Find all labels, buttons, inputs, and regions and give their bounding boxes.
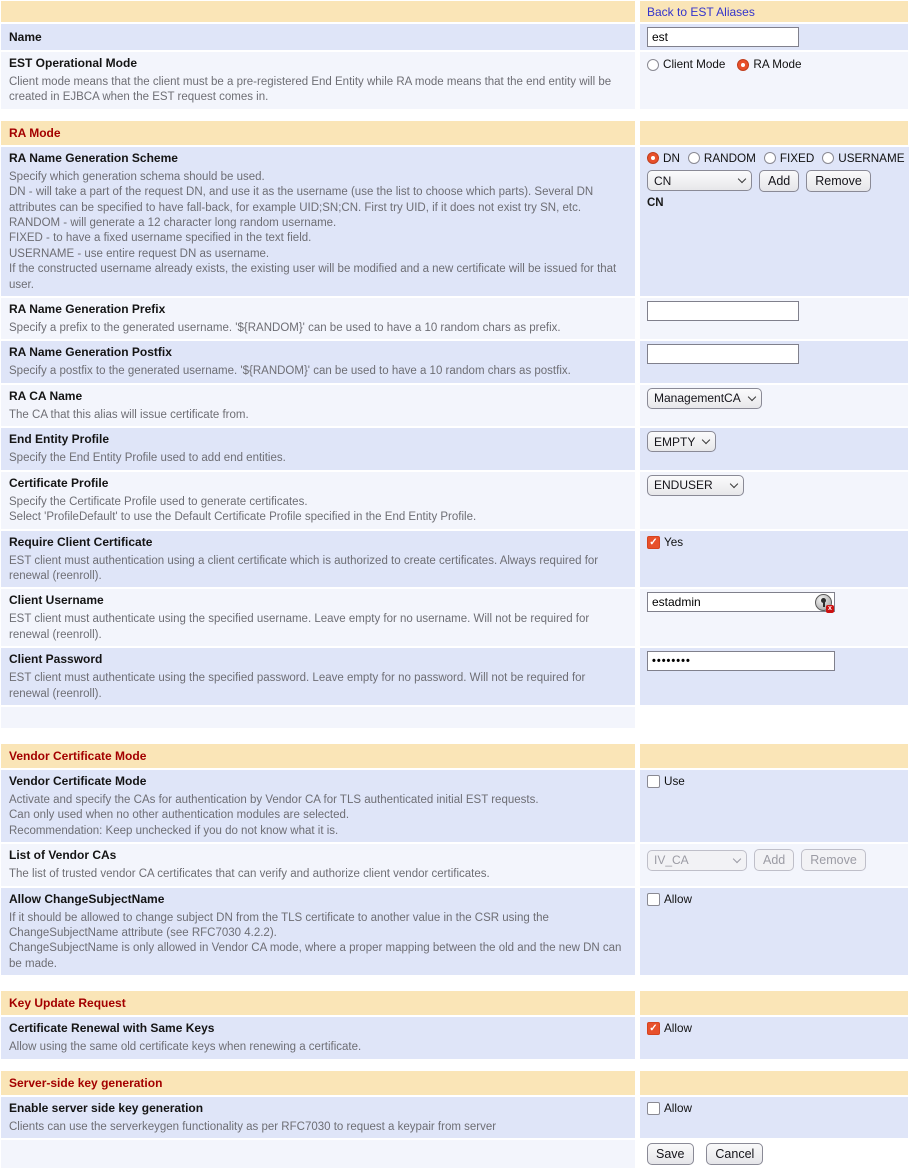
section-gap xyxy=(1,111,908,121)
chevron-down-icon xyxy=(747,393,755,401)
req-cert-label-cell xyxy=(1,531,635,588)
vendor-mode-label-cell xyxy=(1,770,635,842)
scheme-label-cell xyxy=(1,147,635,296)
prefix-input[interactable] xyxy=(647,301,799,321)
actions-left-cell xyxy=(1,1140,635,1168)
server-keygen-value-cell xyxy=(640,1097,908,1138)
scheme-fixed-radio[interactable] xyxy=(764,152,776,164)
change-subject-label: Allow ChangeSubjectName xyxy=(9,891,165,906)
scheme-desc-line: FIXED - to have a fixed username specified in the text field. xyxy=(9,232,312,245)
certificate-profile-row xyxy=(1,472,908,529)
password-manager-icon[interactable] xyxy=(815,594,832,611)
change-subject-label-cell xyxy=(1,888,635,976)
client-mode-option[interactable] xyxy=(647,58,725,71)
actions-right-cell xyxy=(640,1140,908,1168)
chevron-down-icon xyxy=(733,854,741,862)
ra-mode-option[interactable] xyxy=(737,58,801,71)
prefix-value-cell xyxy=(640,298,908,339)
scheme-dn-option[interactable] xyxy=(647,152,680,165)
scheme-username-radio-label: USERNAME xyxy=(838,151,905,165)
vendor-ca-select-value: IV_CA xyxy=(654,853,689,868)
chevron-down-icon xyxy=(730,479,738,487)
scheme-desc-line: RANDOM - will generate a 12 character long random username. xyxy=(9,217,337,230)
server-keygen-checkbox[interactable] xyxy=(647,1102,660,1115)
vendor-section-right-cell xyxy=(640,744,908,768)
change-subject-desc-line: ChangeSubjectName is only allowed in Vendor CA mode, where a proper mapping between the old and the new DN can be made. xyxy=(9,942,622,970)
operational-mode-control-cell xyxy=(640,52,908,109)
cert-profile-desc-line: Specify the Certificate Profile used to generate certificates. xyxy=(9,495,308,508)
spacer-row xyxy=(1,707,908,728)
scheme-desc-line: DN - will take a part of the request DN, and use it as the username (use the list to choose which parts). Several DN attributes can be specified to have fall-back, for example UID;SN;CN. First try UID, if it does not exist try SN, etc. xyxy=(9,186,594,214)
cert-renewal-checkbox[interactable] xyxy=(647,1022,660,1035)
change-subject-desc-line: If it should be allowed to change subject DN from the TLS certificate to another value in the CSR using the ChangeSubjectName attribute (see RFC7030 4.2.2). xyxy=(9,911,549,939)
chevron-down-icon xyxy=(738,175,746,183)
client-mode-radio[interactable] xyxy=(647,59,659,71)
vendor-cas-row xyxy=(1,844,908,885)
vendor-mode-row xyxy=(1,770,908,842)
operational-mode-label: EST Operational Mode xyxy=(9,56,138,70)
vendor-section-title: Vendor Certificate Mode xyxy=(9,748,147,763)
back-to-est-aliases-link[interactable]: Back to EST Aliases xyxy=(647,4,755,19)
operational-mode-desc: Client mode means that the client must be a pre-registered End Entity while RA mode means that the end entity will be created in EJBCA when the EST request comes in. xyxy=(9,76,612,104)
prefix-label-cell xyxy=(1,298,635,339)
vendor-mode-desc-line: Recommendation: Keep unchecked if you do not know what it is. xyxy=(9,824,339,837)
require-client-certificate-checkbox[interactable] xyxy=(647,536,660,549)
server-keygen-section-title: Server-side key generation xyxy=(9,1075,163,1090)
postfix-input[interactable] xyxy=(647,344,799,364)
name-generation-postfix-row xyxy=(1,341,908,382)
cert-profile-label-cell xyxy=(1,472,635,529)
scheme-random-radio[interactable] xyxy=(688,152,700,164)
section-gap xyxy=(1,730,908,744)
ra-ca-name-row xyxy=(1,385,908,426)
ra-mode-section-title: RA Mode xyxy=(9,125,61,140)
eep-select[interactable] xyxy=(647,431,716,452)
scheme-username-radio[interactable] xyxy=(822,152,834,164)
vendor-cas-label-cell xyxy=(1,844,635,885)
ra-ca-select[interactable] xyxy=(647,388,762,409)
name-generation-prefix-row xyxy=(1,298,908,339)
dn-part-select[interactable] xyxy=(647,170,752,191)
checkmark-icon: ✓ xyxy=(649,536,658,548)
operational-mode-row xyxy=(1,52,908,109)
name-generation-scheme-row xyxy=(1,147,908,296)
scheme-dn-radio-label: DN xyxy=(663,151,680,165)
vendor-mode-checkbox[interactable] xyxy=(647,775,660,788)
ra-ca-value-cell xyxy=(640,385,908,426)
server-keygen-section-header xyxy=(1,1071,908,1095)
ra-mode-section-right-cell xyxy=(640,121,908,145)
vendor-ca-select xyxy=(647,850,747,871)
server-keygen-section-title-cell xyxy=(1,1071,635,1095)
eep-label: End Entity Profile xyxy=(9,432,110,447)
top-header-left xyxy=(1,1,635,22)
vendor-cas-label: List of Vendor CAs xyxy=(9,848,117,863)
change-subject-checkbox[interactable] xyxy=(647,893,660,906)
vendor-section-title-cell xyxy=(1,744,635,768)
eep-label-cell xyxy=(1,428,635,469)
name-input[interactable] xyxy=(647,27,799,47)
name-value-cell xyxy=(640,24,908,50)
selected-dn-parts: CN xyxy=(647,196,664,209)
server-keygen-row xyxy=(1,1097,908,1138)
key-update-section-right-cell xyxy=(640,991,908,1015)
username-desc: EST client must authenticate using the specified username. Leave empty for no username. Will not be required for renewal (reenroll). xyxy=(9,613,590,641)
username-label: Client Username xyxy=(9,593,104,608)
ra-ca-desc: The CA that this alias will issue certificate from. xyxy=(9,408,249,421)
vendor-section-header xyxy=(1,744,908,768)
postfix-label: RA Name Generation Postfix xyxy=(9,345,172,360)
password-manager-disabled-badge: x xyxy=(826,605,834,613)
chevron-down-icon xyxy=(702,436,710,444)
scheme-username-option[interactable] xyxy=(822,152,904,165)
dn-part-select-value: CN xyxy=(654,173,672,188)
actions-row xyxy=(1,1140,908,1168)
save-button[interactable]: Save xyxy=(647,1143,694,1165)
cert-profile-select-value: ENDUSER xyxy=(654,478,713,493)
scheme-random-radio-label: RANDOM xyxy=(703,151,756,165)
server-keygen-desc: Clients can use the serverkeygen functionality as per RFC7030 to request a keypair from server xyxy=(9,1120,497,1133)
section-gap xyxy=(1,1061,908,1071)
ra-mode-section-header xyxy=(1,121,908,145)
key-update-section-title: Key Update Request xyxy=(9,996,126,1011)
ra-mode-radio-label: RA Mode xyxy=(753,58,802,71)
key-update-section-title-cell xyxy=(1,991,635,1015)
name-row xyxy=(1,24,908,50)
spacer-right-cell xyxy=(640,707,908,728)
top-header-row xyxy=(1,1,908,22)
ra-mode-radio[interactable] xyxy=(737,59,749,71)
section-gap xyxy=(1,977,908,991)
client-mode-radio-label: Client Mode xyxy=(663,58,726,71)
ra-mode-section-title-cell xyxy=(1,121,635,145)
key-update-section-header xyxy=(1,991,908,1015)
require-client-certificate-row xyxy=(1,531,908,588)
top-header-right xyxy=(640,1,908,22)
vendor-ca-add-button: Add xyxy=(754,849,794,871)
cert-profile-desc-line: Select 'ProfileDefault' to use the Default Certificate Profile specified in the End Entity Profile. xyxy=(9,511,477,524)
postfix-value-cell xyxy=(640,341,908,382)
vendor-cas-value-cell xyxy=(640,844,908,885)
client-password-input[interactable] xyxy=(647,651,835,671)
scheme-control-cell xyxy=(640,147,909,296)
require-client-certificate-checkbox-label: Yes xyxy=(664,535,684,549)
req-cert-value-cell xyxy=(640,531,908,588)
server-keygen-label-cell xyxy=(1,1097,635,1138)
checkmark-icon: ✓ xyxy=(649,1023,658,1035)
scheme-desc-line: USERNAME - use entire request DN as username. xyxy=(9,247,270,260)
dn-part-add-button[interactable]: Add xyxy=(759,170,799,192)
username-value-cell xyxy=(640,589,908,646)
password-label: Client Password xyxy=(9,652,103,667)
vendor-mode-label: Vendor Certificate Mode xyxy=(9,773,147,788)
server-keygen-label: Enable server side key generation xyxy=(9,1100,204,1115)
prefix-desc: Specify a prefix to the generated username. '${RANDOM}' can be used to have a 10 random chars as prefix. xyxy=(9,322,561,335)
scheme-desc-line: If the constructed username already exists, the existing user will be modified and a new certificate will be issued for that user. xyxy=(9,263,617,291)
req-cert-desc: EST client must authentication using a client certificate which is authorized to create certificates. Always required for renewal (reenroll). xyxy=(9,554,599,582)
cert-renewal-row xyxy=(1,1017,908,1058)
scheme-random-option[interactable] xyxy=(688,152,756,165)
ra-ca-label-cell xyxy=(1,385,635,426)
req-cert-label: Require Client Certificate xyxy=(9,534,153,549)
vendor-mode-checkbox-label: Use xyxy=(664,774,685,788)
end-entity-profile-row xyxy=(1,428,908,469)
cert-renewal-label: Certificate Renewal with Same Keys xyxy=(9,1021,215,1036)
cert-profile-select[interactable] xyxy=(647,475,744,496)
change-subject-value-cell xyxy=(640,888,908,976)
cert-renewal-desc: Allow using the same old certificate keys when renewing a certificate. xyxy=(9,1041,362,1054)
password-value-cell xyxy=(640,648,908,705)
eep-select-value: EMPTY xyxy=(654,434,696,449)
postfix-desc: Specify a postfix to the generated username. '${RANDOM}' can be used to have a 10 random chars as postfix. xyxy=(9,365,571,378)
vendor-mode-value-cell xyxy=(640,770,908,842)
ra-ca-select-value: ManagementCA xyxy=(654,391,741,406)
vendor-mode-desc-line: Activate and specify the CAs for authentication by Vendor CA for TLS authenticated initial EST requests. xyxy=(9,793,539,806)
cert-profile-label: Certificate Profile xyxy=(9,475,109,490)
cert-renewal-value-cell xyxy=(640,1017,908,1058)
vendor-cas-desc: The list of trusted vendor CA certificates that can verify and authorize client vendor certificates. xyxy=(9,868,490,881)
cancel-button[interactable]: Cancel xyxy=(706,1143,763,1165)
vendor-mode-desc-line: Can only used when no other authentication modules are selected. xyxy=(9,809,350,822)
vendor-ca-remove-button: Remove xyxy=(801,849,866,871)
ra-ca-label: RA CA Name xyxy=(9,388,83,403)
change-subject-checkbox-label: Allow xyxy=(664,892,692,906)
scheme-label: RA Name Generation Scheme xyxy=(9,150,178,165)
scheme-desc-line: Specify which generation schema should be used. xyxy=(9,170,265,183)
password-desc: EST client must authenticate using the specified password. Leave empty for no password. Will not be required for renewal (reenroll). xyxy=(9,672,586,700)
server-keygen-checkbox-label: Allow xyxy=(664,1101,692,1115)
username-label-cell xyxy=(1,589,635,646)
spacer-left-cell xyxy=(1,707,635,728)
name-label: Name xyxy=(9,30,42,44)
cert-renewal-checkbox-label: Allow xyxy=(664,1022,692,1036)
client-username-input[interactable] xyxy=(647,592,835,612)
password-label-cell xyxy=(1,648,635,705)
client-username-row xyxy=(1,589,908,646)
client-password-row xyxy=(1,648,908,705)
name-label-cell xyxy=(1,24,635,50)
eep-desc: Specify the End Entity Profile used to add end entities. xyxy=(9,452,286,465)
change-subject-name-row xyxy=(1,888,908,976)
cert-renewal-label-cell xyxy=(1,1017,635,1058)
server-keygen-section-right-cell xyxy=(640,1071,908,1095)
cert-profile-value-cell xyxy=(640,472,908,529)
scheme-fixed-option[interactable] xyxy=(764,152,814,165)
postfix-label-cell xyxy=(1,341,635,382)
prefix-label: RA Name Generation Prefix xyxy=(9,302,166,317)
scheme-dn-radio[interactable] xyxy=(647,152,659,164)
dn-part-remove-button[interactable]: Remove xyxy=(806,170,871,192)
operational-mode-label-cell xyxy=(1,52,635,109)
scheme-fixed-radio-label: FIXED xyxy=(779,151,815,165)
eep-value-cell xyxy=(640,428,908,469)
